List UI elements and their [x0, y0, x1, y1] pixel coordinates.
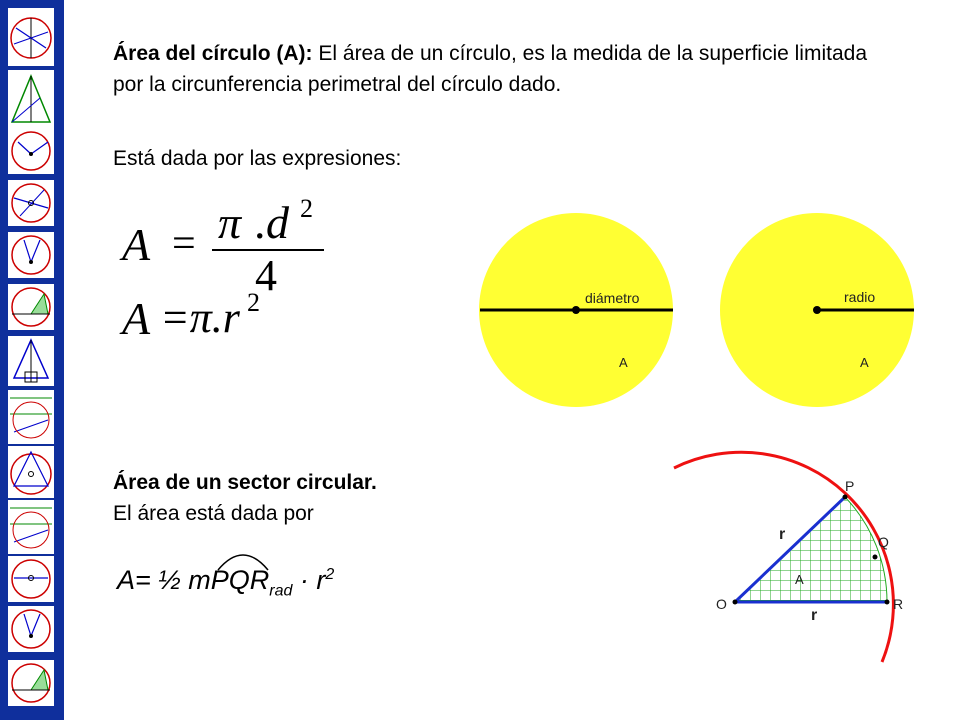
thumb-circle-chords-icon[interactable] — [8, 8, 54, 66]
formula-diameter-exp: 2 — [300, 194, 313, 223]
thumb-triangle-rectangle-icon[interactable] — [8, 336, 54, 386]
point-o-dot — [733, 600, 738, 605]
diametro-label: diámetro — [585, 290, 640, 306]
thumb-circle-angle-2-icon[interactable] — [8, 556, 54, 602]
point-p-dot — [843, 495, 848, 500]
diametro-area-label: A — [619, 355, 628, 370]
sector-area-label: A — [795, 572, 804, 587]
thumb-circle-center-icon[interactable] — [8, 180, 54, 226]
sector-figure — [660, 440, 960, 710]
thumb-circle-sector-icon[interactable] — [8, 284, 54, 330]
sidebar — [0, 0, 64, 720]
thumb-circle-terms-2-icon[interactable] — [8, 500, 54, 554]
formula-diameter-d: d — [266, 197, 289, 248]
circle-diametro-center — [572, 306, 580, 314]
base-r-label: r — [811, 607, 818, 624]
formula-radius-rhs: =π.r — [160, 293, 240, 342]
formula-radius-lhs: A — [122, 293, 151, 344]
sector-formula — [117, 565, 334, 600]
circle-radio-center — [813, 306, 821, 314]
expresiones-intro: Está dada por las expresiones: — [113, 147, 402, 170]
area-circulo-title: Área del círculo (A): — [113, 42, 313, 65]
point-r-label: R — [893, 596, 904, 612]
thumb-circle-inscribed-angle-icon[interactable] — [8, 232, 54, 278]
thumb-triangle-circle-icon[interactable] — [8, 446, 54, 498]
point-q-label: Q — [878, 534, 889, 550]
point-p-label: P — [845, 478, 855, 494]
point-r-dot — [885, 600, 890, 605]
point-o-label: O — [716, 596, 727, 612]
formula-diameter-denominator: 4 — [255, 251, 277, 300]
point-q-dot — [873, 555, 878, 560]
formula-diameter-lhs: A — [122, 219, 151, 270]
formula-diameter-equals: = — [172, 221, 196, 267]
thumb-circle-sector-2-icon[interactable] — [8, 660, 54, 706]
sector-formula-exp: 2 — [325, 566, 335, 583]
sector-title: Área de un sector circular. — [113, 471, 377, 494]
circles-figure — [470, 210, 930, 410]
formula-diameter-dot: . — [254, 197, 266, 248]
area-circulo-paragraph — [113, 38, 903, 100]
radio-label: radio — [844, 289, 876, 305]
thumb-circle-inscribed-angle-2-icon[interactable] — [8, 606, 54, 652]
thumb-circle-angle-icon[interactable] — [8, 128, 54, 174]
radio-area-label: A — [860, 355, 869, 370]
area-circulo-text: El área de un círculo, es la medida de la superficie limitada por la circunferencia perimetral del círculo dado. — [113, 42, 868, 96]
sector-formula-main: A= ½ mPQR — [117, 565, 270, 595]
sector-formula-tail: · r — [292, 565, 326, 595]
thumb-circle-terms-icon[interactable] — [8, 390, 54, 444]
sector-subtitle: El área está dada por — [113, 502, 314, 525]
thumb-triangle-inscribed-icon[interactable] — [8, 70, 54, 128]
formula-diameter-pi: π — [218, 197, 242, 248]
slant-r-label: r — [779, 526, 786, 543]
sector-formula-sub: rad — [269, 582, 293, 600]
formula-radius-exp: 2 — [247, 288, 260, 317]
